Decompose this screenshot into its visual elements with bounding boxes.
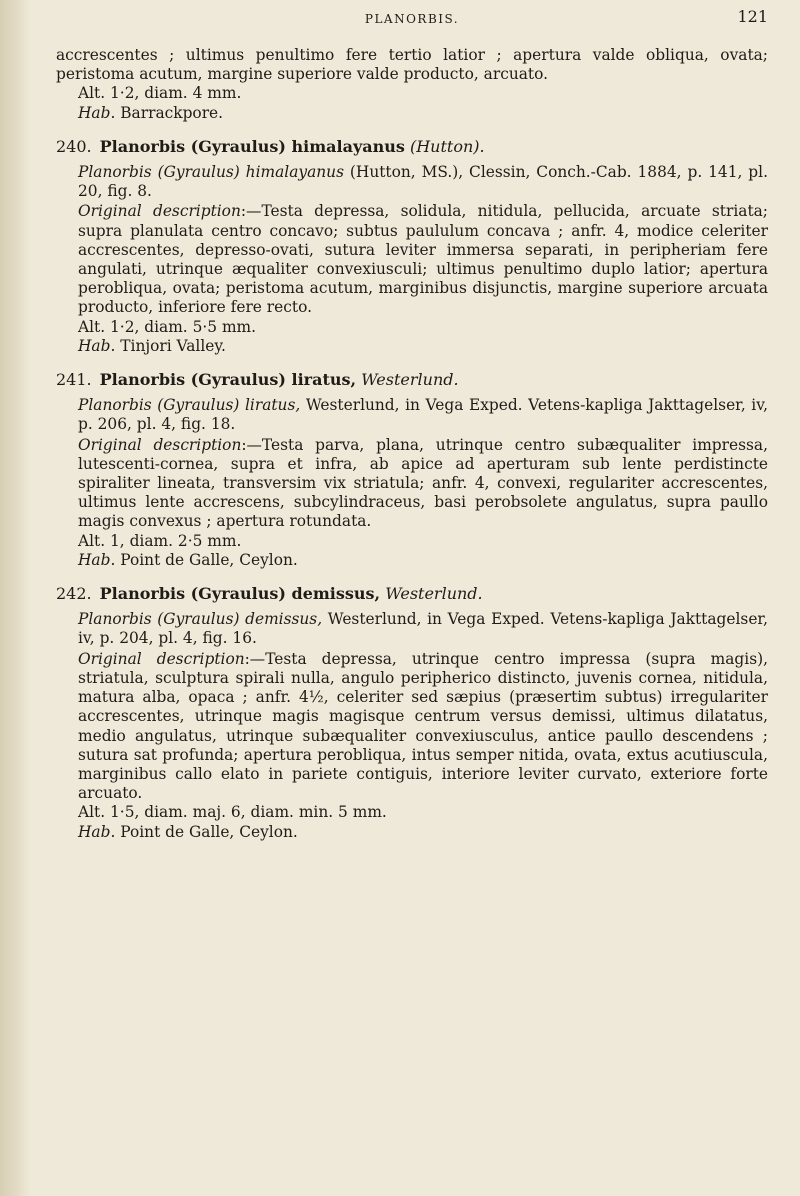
original-description — [56, 202, 768, 317]
intro-hab — [56, 104, 768, 123]
running-head — [56, 7, 768, 32]
synonym-name: Planorbis (Gyraulus) himalayanus — [78, 163, 344, 182]
species-name: Planorbis (Gyraulus) liratus, — [99, 370, 357, 390]
original-description — [56, 436, 768, 532]
citation-text: Westerlund, in Vega Exped. Vetens-kapliga Jakttagelser, iv, p. 206, pl. 4, fig. 18. — [78, 396, 768, 434]
citation-text: Westerlund, in Vega Exped. Vetens-kapliga Jakttagelser, iv, p. 204, pl. 4, fig. 16. — [78, 610, 768, 648]
entry-alt: Alt. 1·5, diam. maj. 6, diam. min. 5 mm. — [78, 803, 387, 822]
hab-label: Hab. — [78, 822, 116, 841]
synonym-name: Planorbis (Gyraulus) demissus, — [78, 610, 323, 629]
species-author: (Hutton). — [409, 136, 485, 156]
entry-number: 242. — [56, 584, 92, 604]
intro-paragraph: accrescentes ; ultimus penultimo fere tertio latior ; apertura valde obliqua, ovata; peristoma acutum, margine superiore valde producto, arcuato. — [56, 46, 768, 84]
hab-label: Hab. — [78, 336, 116, 355]
entry-hab — [56, 823, 768, 842]
document-page — [56, 7, 768, 1186]
entry-hab — [56, 337, 768, 356]
entry-number: 241. — [56, 370, 92, 390]
hab-text: Barrackpore. — [120, 103, 224, 122]
entry-hab — [56, 551, 768, 570]
citation-text: (Hutton, MS.), Clessin, Conch.-Cab. 1884, p. 141, pl. 20, fig. 8. — [78, 163, 768, 201]
synonym-citation — [56, 396, 768, 434]
synonym-citation — [56, 610, 768, 648]
hab-label: Hab. — [78, 550, 116, 569]
entry-alt: Alt. 1·2, diam. 5·5 mm. — [78, 317, 257, 336]
description-text: :—Testa depressa, utrinque centro impressa (supra magis), striatula, sculptura spirali nulla, angulo peripherico distincto, juvenis cornea, nitidula, matura alba, opaca ; anfr. 4½, celeriter sed sæpius (præsertim subtus) irregulariter accrescentes, utrinque magis magisque centrum versus demissi, ultimus dilatatus, medio angulatus, utrinque subæqualiter convexiusculus, antice paullo descendens ; sutura sat profunda; apertura perobliqua, intus semper nitida, ovata, extus acutiuscula, marginibus callo elato in pariete contiguis, interiore leviter curvato, exteriore forte arcuato. — [78, 649, 768, 803]
species-name: Planorbis (Gyraulus) himalayanus — [99, 136, 405, 156]
entry-heading — [56, 137, 768, 156]
entry-240 — [56, 137, 768, 356]
entry-242 — [56, 584, 768, 842]
hab-text: Tinjori Valley. — [120, 336, 226, 355]
original-description — [56, 650, 768, 804]
synonym-name: Planorbis (Gyraulus) liratus, — [78, 396, 301, 415]
species-author: Westerlund. — [361, 370, 459, 390]
description-label: Original description — [78, 649, 245, 668]
description-text: :—Testa depressa, solidula, nitidula, pellucida, arcuate striata; supra planulata centro concavo; subtus paululum concava ; anfr. 4, modice celeriter accrescentes, depresso-ovati, sutura leviter immersa separati, in peripheriam fere angulati, utrinque æqualiter convexiusculi; ultimus penultimo duplo latior; apertura perobliqua, ovata; peristoma acutum, marginibus disjunctis, margine superiore arcuata producto, inferiore fere recto. — [78, 202, 768, 317]
description-label: Original description — [78, 435, 242, 454]
entry-heading — [56, 370, 768, 389]
entry-heading — [56, 584, 768, 603]
hab-text: Point de Galle, Ceylon. — [120, 550, 298, 569]
intro-alt: Alt. 1·2, diam. 4 mm. — [78, 84, 242, 103]
entry-241 — [56, 370, 768, 570]
species-name: Planorbis (Gyraulus) demissus, — [99, 584, 381, 604]
page-gutter-shadow — [0, 0, 30, 1196]
description-text: :—Testa parva, plana, utrinque centro subæqualiter impressa, lutescenti-cornea, supra et infra, ab apice ad aperturam sub lente perdistincte spiraliter lineata, transversim vix striatula; anfr. 4, convexi, regulariter accrescentes, ultimus lente accrescens, subcylindraceus, basi perobsolete angulatus, supra paullo magis convexus ; apertura rotundata. — [78, 435, 768, 531]
description-label: Original description — [78, 202, 241, 221]
running-title: PLANORBIS. — [364, 12, 460, 26]
hab-label: Hab. — [78, 103, 116, 122]
entry-alt: Alt. 1, diam. 2·5 mm. — [78, 531, 242, 550]
entry-number: 240. — [56, 136, 92, 156]
synonym-citation — [56, 163, 768, 201]
species-author: Westerlund. — [385, 584, 483, 604]
page-number: 121 — [737, 7, 768, 26]
hab-text: Point de Galle, Ceylon. — [120, 822, 298, 841]
